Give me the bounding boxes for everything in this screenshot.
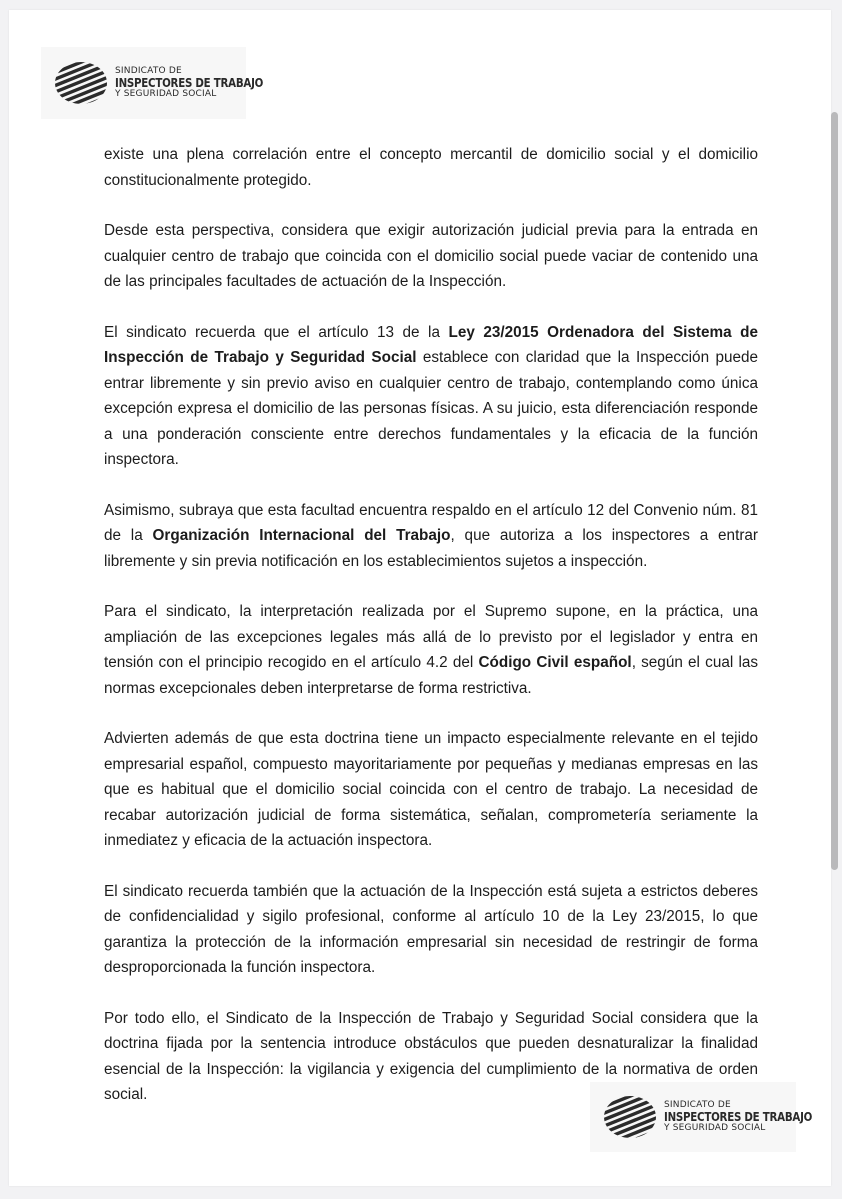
- law-reference: Ley 23/2015 Ordenadora del Sistema de Inspección de Trabajo y Seguridad Social: [104, 323, 758, 366]
- paragraph-1: existe una plena correlación entre el concepto mercantil de domicilio social y el domicilio constitucionalmente protegido.: [104, 146, 758, 189]
- scrollbar-thumb[interactable]: [831, 112, 838, 870]
- logo-line-2: INSPECTORES DE TRABAJO: [664, 1108, 813, 1124]
- paragraph-3: El sindicato recuerda que el artículo 13 de la Ley 23/2015 Ordenadora del Sistema de Inspección de Trabajo y Seguridad Social establece con claridad que la Inspección puede entrar libremente y sin previo aviso en cualquier centro de trabajo, contemplando como única excepción expresa el domicilio de las personas físicas. A su juicio, esta diferenciación responde a una ponderación consciente entre derechos fundamentales y la eficacia de la función inspectora.: [104, 323, 758, 468]
- footer-logo: [590, 1082, 813, 1152]
- logo-line-1: SINDICATO DE: [664, 1099, 731, 1110]
- paragraph-2: Desde esta perspectiva, considera que exigir autorización judicial previa para la entrada en cualquier centro de trabajo que coincida con el domicilio social puede vaciar de contenido una de las principales facultades de actuación de la Inspección.: [104, 222, 758, 290]
- header-logo: [41, 47, 264, 119]
- striped-globe-icon: [53, 60, 111, 106]
- paragraph-8: Por todo ello, el Sindicato de la Inspección de Trabajo y Seguridad Social considera que la doctrina fijada por la sentencia introduce obstáculos que pueden desnaturalizar la finalidad esencial de la Inspección: la vigilancia y exigencia del cumplimiento de la normativa de orden social.: [104, 1009, 758, 1103]
- striped-globe-icon: [602, 1094, 660, 1140]
- logo-line-2: INSPECTORES DE TRABAJO: [115, 74, 264, 90]
- logo-wordmark: [664, 1101, 842, 1134]
- scrollbar[interactable]: [829, 100, 842, 1199]
- logo-line-3: Y SEGURIDAD SOCIAL: [115, 89, 217, 100]
- civil-code-reference: Código Civil español: [478, 654, 632, 671]
- article-body: [104, 142, 758, 1133]
- oit-reference: Organización Internacional del Trabajo: [152, 527, 451, 544]
- logo-line-3: Y SEGURIDAD SOCIAL: [664, 1123, 766, 1134]
- paragraph-4: Asimismo, subraya que esta facultad encuentra respaldo en el artículo 12 del Convenio núm. 81 de la Organización Internacional del Trabajo, que autoriza a los inspectores a entrar libremente y sin previa notificación en los establecimientos sujetos a inspección.: [104, 501, 759, 570]
- paragraph-6: Advierten además de que esta doctrina tiene un impacto especialmente relevante en el tejido empresarial español, compuesto mayoritariamente por pequeñas y medianas empresas en las que es habitual que el domicilio social coincida con el centro de trabajo. La necesidad de recabar autorización judicial de forma sistemática, señalan, comprometería seriamente la inmediatez y eficacia de la actuación inspectora.: [104, 730, 758, 849]
- logo-line-1: SINDICATO DE: [115, 65, 182, 76]
- paragraph-7: El sindicato recuerda también que la actuación de la Inspección está sujeta a estrictos deberes de confidencialidad y sigilo profesional, conforme al artículo 10 de la Ley 23/2015, lo que garantiza la protección de la información empresarial sin necesidad de restringir de forma desproporcionada la función inspectora.: [104, 882, 758, 976]
- paragraph-5: Para el sindicato, la interpretación realizada por el Supremo supone, en la práctica, una ampliación de las excepciones legales más allá de lo previsto por el legislador y entra en tensión con el principio recogido en el artículo 4.2 del Código Civil español, según el cual las normas excepcionales deben interpretarse de forma restrictiva.: [104, 603, 759, 697]
- logo-wordmark: [115, 67, 296, 100]
